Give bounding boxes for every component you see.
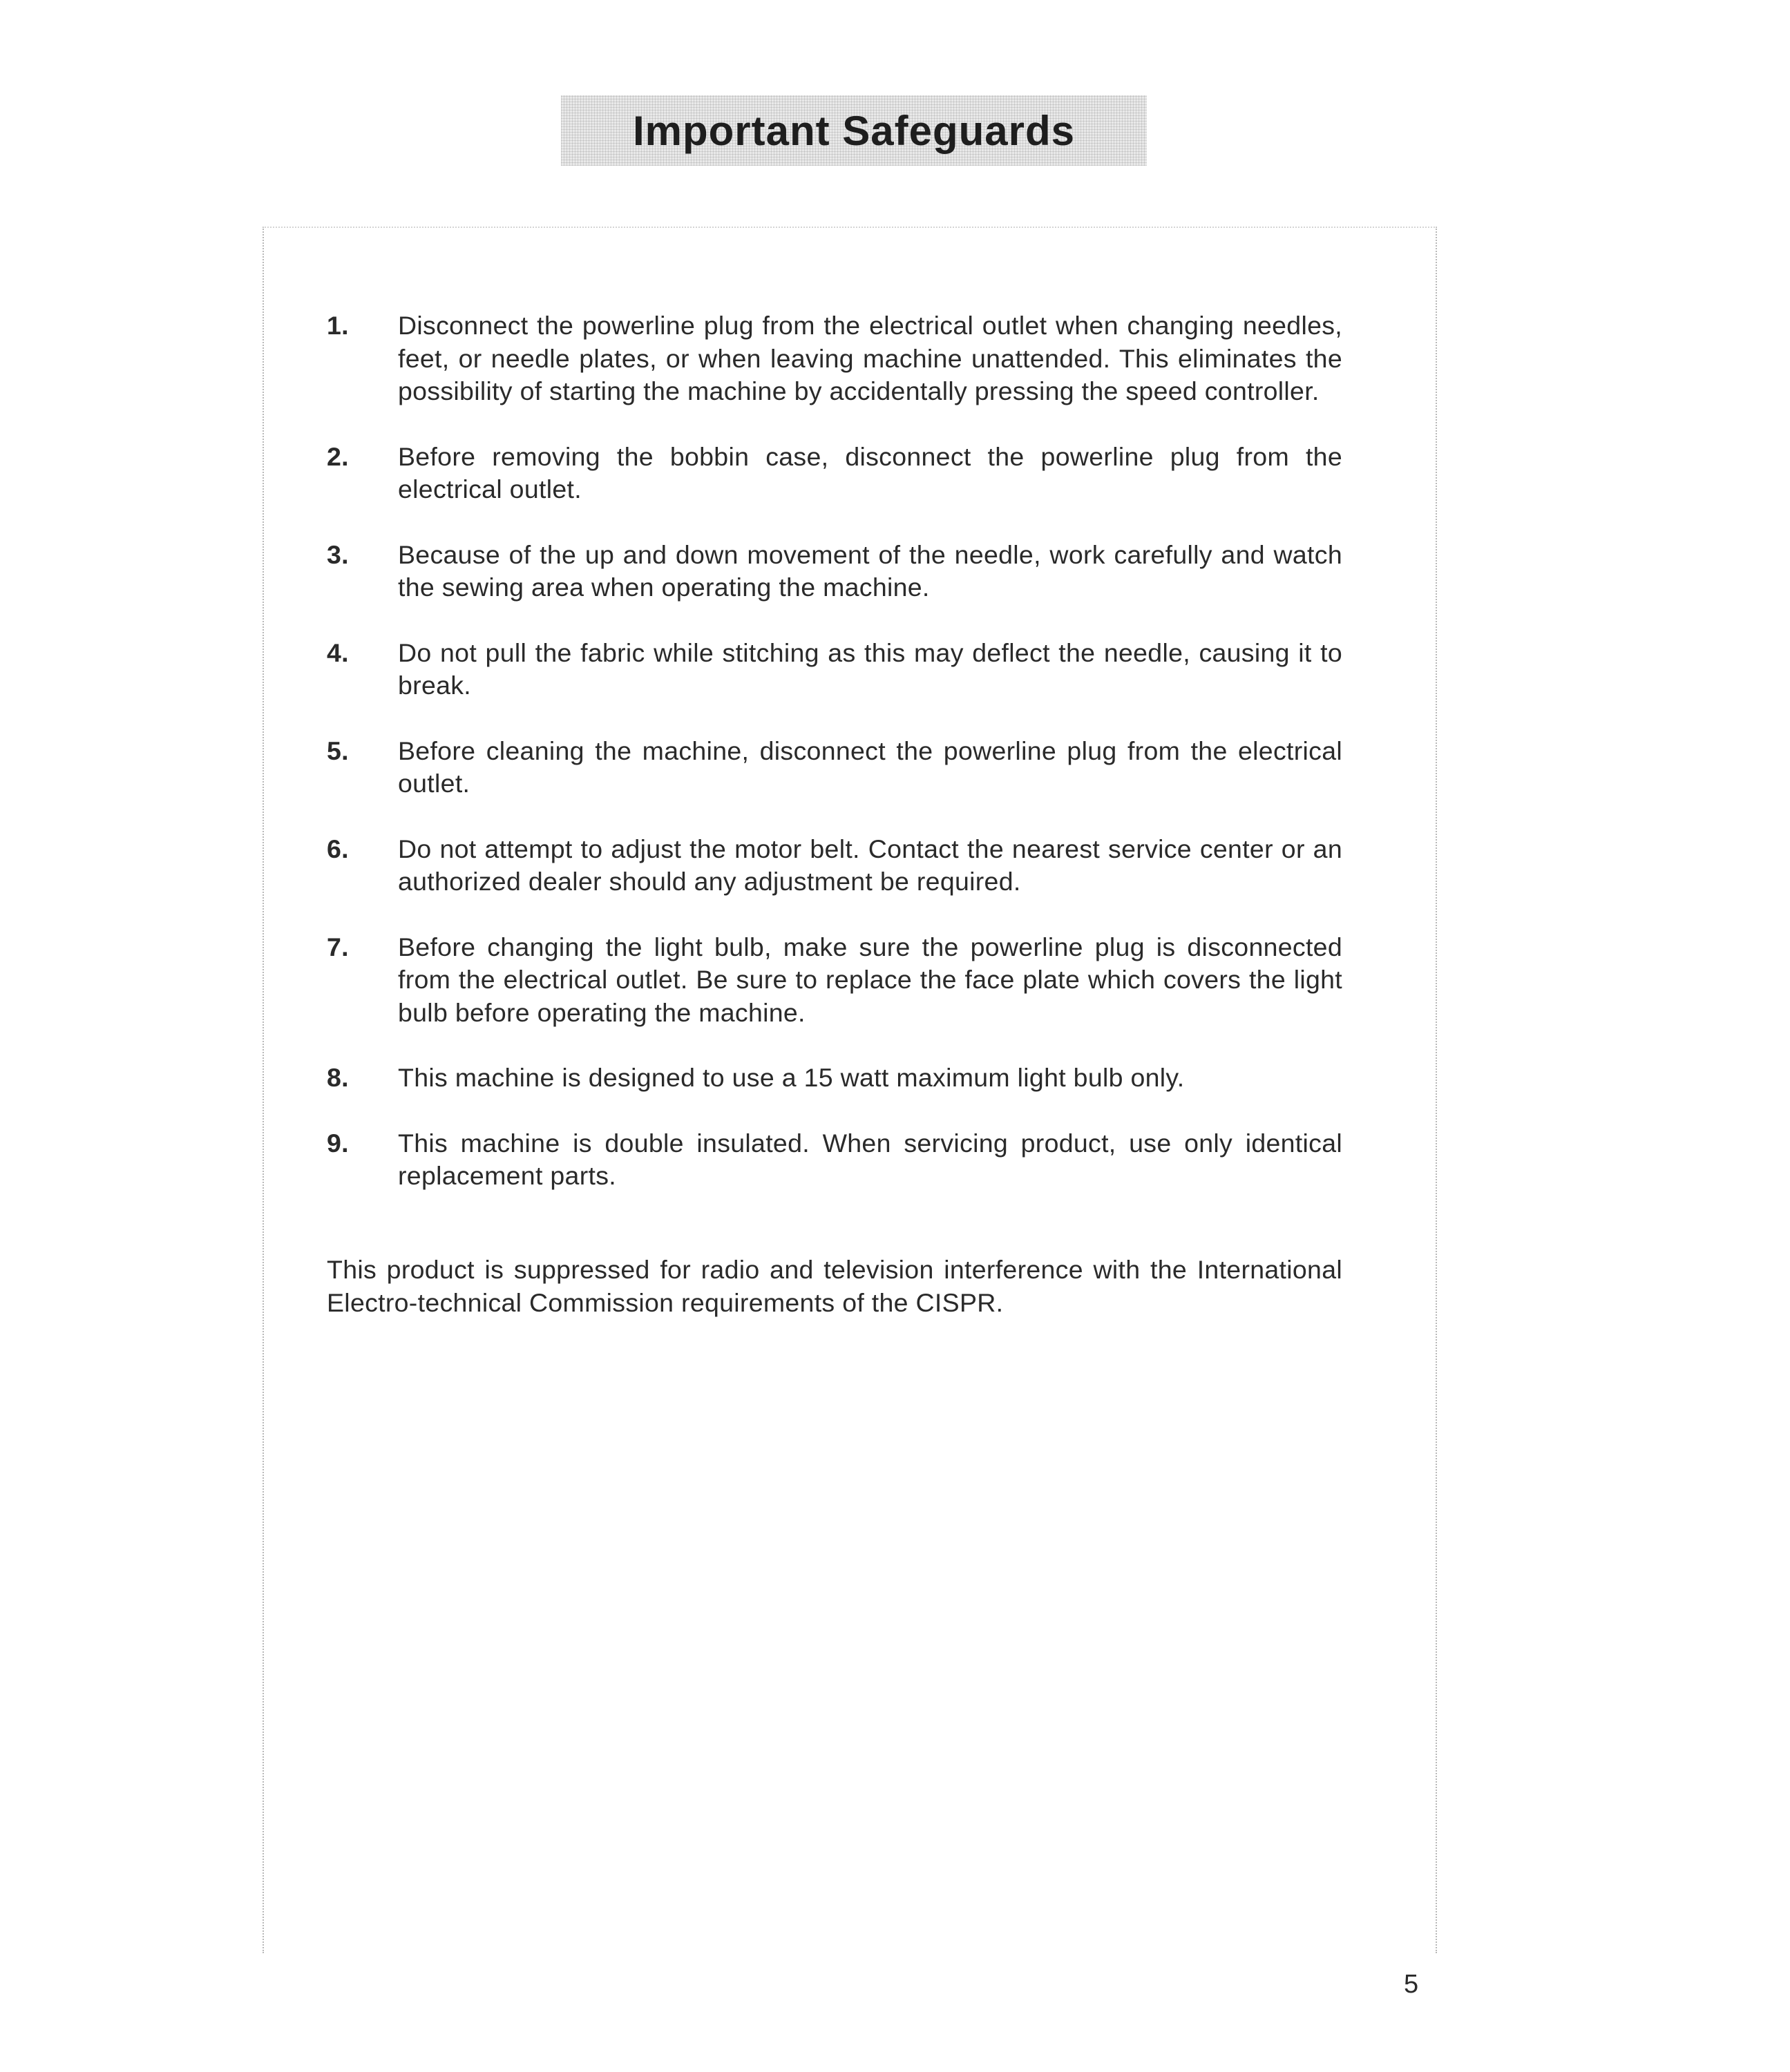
item-text: This machine is double insulated. When servicing product, use only identical replacement parts.	[398, 1128, 1342, 1190]
item-number: 6.	[327, 834, 349, 863]
page-number: 5	[1404, 1970, 1419, 1999]
item-number: 2.	[327, 441, 349, 471]
safeguard-item	[327, 539, 1342, 604]
item-text: Disconnect the powerline plug from the electrical outlet when changing needles, feet, or needle plates, or when leaving machine unattended. This eliminates the possibility of starting the machine by accidentally pressing the speed controller.	[398, 311, 1342, 405]
safeguard-item	[327, 1062, 1342, 1095]
item-text: Do not pull the fabric while stitching as this may deflect the needle, causing it to break.	[398, 637, 1342, 700]
safeguard-item	[327, 637, 1342, 702]
safeguard-item	[327, 309, 1342, 408]
safeguard-item	[327, 441, 1342, 506]
item-number: 4.	[327, 637, 349, 667]
interference-notice: This product is suppressed for radio and television interference with the International Electro-technical Commission requirements of the CISPR.	[327, 1255, 1342, 1317]
item-number: 1.	[327, 311, 349, 340]
title-banner	[561, 95, 1147, 166]
safeguard-list	[327, 309, 1342, 1225]
safeguard-item	[327, 735, 1342, 800]
item-text: Because of the up and down movement of the needle, work carefully and watch the sewing area when operating the machine.	[398, 539, 1342, 602]
item-number: 9.	[327, 1128, 349, 1158]
item-text: Before removing the bobbin case, disconnect the powerline plug from the electrical outlet.	[398, 441, 1342, 503]
safeguard-item	[327, 931, 1342, 1030]
page-title: Important Safeguards	[632, 107, 1076, 154]
item-text: This machine is designed to use a 15 watt maximum light bulb only.	[398, 1063, 1185, 1092]
item-number: 3.	[327, 539, 349, 569]
safeguard-item	[327, 1127, 1342, 1193]
item-text: Before changing the light bulb, make sure the powerline plug is disconnected from the electrical outlet. Be sure to replace the face plate which covers the light bulb before operating the machine.	[398, 932, 1342, 1027]
safeguard-item	[327, 833, 1342, 899]
item-number: 8.	[327, 1063, 349, 1092]
item-number: 7.	[327, 932, 349, 961]
item-text: Do not attempt to adjust the motor belt. Contact the nearest service center or an authorized dealer should any adjustment be required.	[398, 834, 1342, 896]
item-text: Before cleaning the machine, disconnect the powerline plug from the electrical outlet.	[398, 736, 1342, 798]
item-number: 5.	[327, 736, 349, 765]
